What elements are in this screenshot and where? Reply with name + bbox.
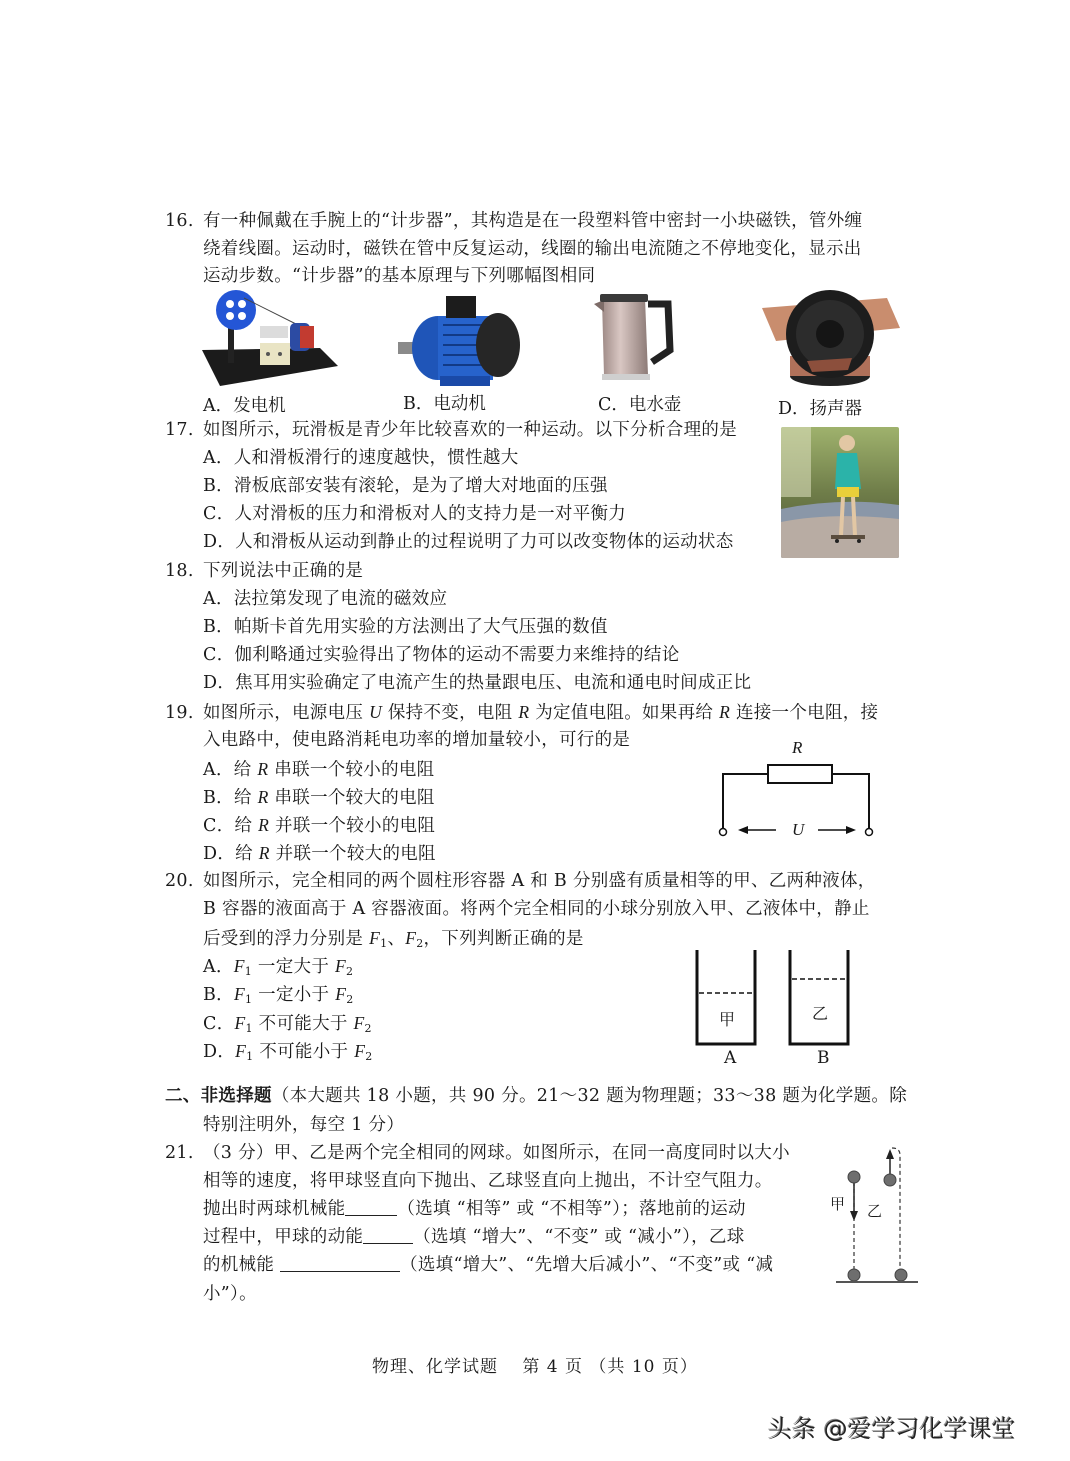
q18-option-a: A．法拉第发现了电流的磁效应 xyxy=(203,589,448,609)
q19-option-a: A．给 R 串联一个较小的电阻 xyxy=(203,759,435,780)
kettle-image xyxy=(590,290,685,385)
q21-line-1: 21. （3 分）甲、乙是两个完全相同的网球。如图所示，在同一高度同时以大小 xyxy=(165,1143,790,1163)
q19-option-c: C．给 R 并联一个较小的电阻 xyxy=(203,815,436,836)
answer-blank-2[interactable] xyxy=(363,1223,413,1244)
q20-option-b: B．$F_1$ 一定小于 $F_2$ xyxy=(203,984,354,1006)
q19-option-b: B．给 R 串联一个较大的电阻 xyxy=(203,787,435,808)
q16-line-2: 绕着线圈。运动时，磁铁在管中反复运动，线圈的输出电流随之不停地变化，显示出 xyxy=(203,239,862,259)
q19-line-1: 19. 如图所示，电源电压 U 保持不变，电阻 R 为定值电阻。如果再给 R 连接一个电阻，接 xyxy=(165,702,879,723)
q19-option-d: D．给 R 并联一个较大的电阻 xyxy=(203,843,436,864)
speaker-image xyxy=(752,286,902,388)
q18-stem: 18. 下列说法中正确的是 xyxy=(165,561,364,581)
beakers-icon xyxy=(690,948,865,1070)
voltage-label: U xyxy=(792,820,805,839)
container-a-label: A xyxy=(724,1048,737,1068)
q18-option-d: D．焦耳用实验确定了电流产生的热量跟电压、电流和通电时间成正比 xyxy=(203,673,752,693)
resistor-label: R xyxy=(792,738,803,757)
skateboard-photo xyxy=(781,427,899,558)
q16-option-d: D．扬声器 xyxy=(778,399,863,419)
ball-b-label: 乙 xyxy=(867,1202,883,1220)
answer-blank-3[interactable] xyxy=(280,1251,400,1272)
answer-blank-1[interactable] xyxy=(345,1195,397,1216)
section-2-line-1: 二、非选择题（本大题共 18 小题，共 90 分。21～32 题为物理题；33～38 题为化学题。除 xyxy=(165,1086,907,1106)
q17-option-c: C．人对滑板的压力和滑板对人的支持力是一对平衡力 xyxy=(203,504,627,524)
q21-line-3: 抛出时两球机械能 （选填 “相等” 或 “不相等”）；落地前的运动 xyxy=(203,1195,746,1223)
q21-line-2: 相等的速度，将甲球竖直向下抛出、乙球竖直向上抛出，不计空气阻力。 xyxy=(203,1171,773,1191)
motor-image xyxy=(398,290,528,390)
q16-line-1: 16. 有一种佩戴在手腕上的“计步器”，其构造是在一段塑料管中密封一小块磁铁，管外缠 xyxy=(165,207,862,235)
page-footer: 物理、化学试题 第 4 页 （共 10 页） xyxy=(372,1357,698,1377)
q20-option-a: A．$F_1$ 一定大于 $F_2$ xyxy=(203,956,354,978)
balls-diagram xyxy=(826,1145,921,1290)
liquid-b-label: 乙 xyxy=(812,1004,829,1023)
container-b-label: B xyxy=(817,1048,830,1068)
watermark: 头条 @爱学习化学课堂 xyxy=(768,1415,1016,1443)
circuit-diagram xyxy=(712,736,882,841)
section-2-title: 二、非选择题 xyxy=(165,1086,272,1106)
q21-line-5: 的机械能 （选填“增大”、“先增大后减小”、“不变”或 “减 xyxy=(203,1251,773,1279)
q20-option-d: D．$F_1$ 不可能小于 $F_2$ xyxy=(203,1041,373,1063)
q18-option-b: B．帕斯卡首先用实验的方法测出了大气压强的数值 xyxy=(203,617,608,637)
section-2-line-2: 特别注明外，每空 1 分） xyxy=(203,1115,405,1135)
q17-stem: 17. 如图所示，玩滑板是青少年比较喜欢的一种运动。以下分析合理的是 xyxy=(165,420,737,440)
q20-option-c: C．$F_1$ 不可能大于 $F_2$ xyxy=(203,1013,372,1035)
q16-number: 16. xyxy=(165,211,194,231)
q16-option-b: B．电动机 xyxy=(403,394,486,414)
q19-line-2: 入电路中，使电路消耗电功率的增加量较小，可行的是 xyxy=(203,730,631,750)
q21-line-6: 小”）。 xyxy=(203,1284,257,1304)
q16-option-a: A．发电机 xyxy=(203,396,286,416)
q21-line-4: 过程中，甲球的动能 （选填 “增大”、“不变” 或 “减小”），乙球 xyxy=(203,1223,745,1251)
liquid-a-label: 甲 xyxy=(719,1010,736,1029)
q18-option-c: C．伽利略通过实验得出了物体的运动不需要力来维持的结论 xyxy=(203,645,680,665)
containers-diagram xyxy=(690,948,865,1070)
q17-option-a: A．人和滑板滑行的速度越快，惯性越大 xyxy=(203,448,519,468)
generator-image xyxy=(200,288,340,388)
ball-a-label: 甲 xyxy=(830,1195,846,1213)
q17-option-b: B．滑板底部安装有滚轮，是为了增大对地面的压强 xyxy=(203,476,608,496)
q20-line-1: 20. 如图所示，完全相同的两个圆柱形容器 A 和 B 分别盛有质量相等的甲、乙两种液体， xyxy=(165,871,876,891)
q17-option-d: D．人和滑板从运动到静止的过程说明了力可以改变物体的运动状态 xyxy=(203,532,734,552)
q20-line-2: B 容器的液面高于 A 容器液面。将两个完全相同的小球分别放入甲、乙液体中，静止 xyxy=(203,899,870,919)
q20-line-3: 后受到的浮力分别是 $F_1$、$F_2$，下列判断正确的是 xyxy=(203,928,584,950)
q16-option-c: C．电水壶 xyxy=(598,395,682,415)
q16-line-3: 运动步数。“计步器”的基本原理与下列哪幅图相同 xyxy=(203,266,596,286)
